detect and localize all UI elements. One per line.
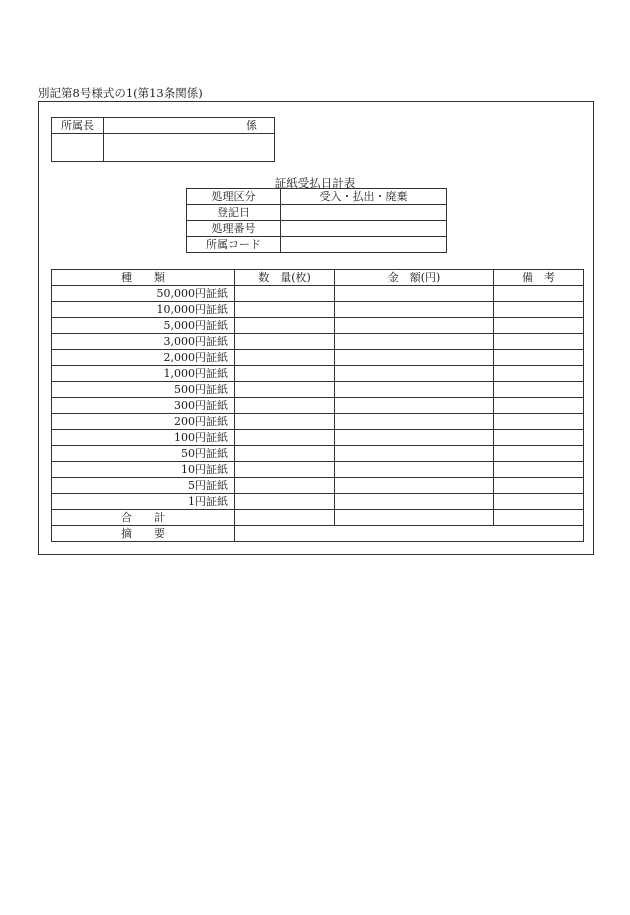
form-caption: 別記第8号様式の1(第13条関係) <box>38 86 203 100</box>
row-amount-cell[interactable] <box>335 350 494 366</box>
ledger-row <box>52 414 584 430</box>
row-kind-label: 100円証紙 <box>52 430 235 446</box>
row-quantity-cell[interactable] <box>235 446 335 462</box>
total-remarks-cell[interactable] <box>494 510 584 526</box>
row-kind-label: 3,000円証紙 <box>52 334 235 350</box>
ledger-body <box>52 286 584 510</box>
header-remarks: 備 考 <box>494 270 584 286</box>
ledger-row <box>52 430 584 446</box>
row-kind-label: 300円証紙 <box>52 398 235 414</box>
row-amount-cell[interactable] <box>335 302 494 318</box>
row-quantity-cell[interactable] <box>235 478 335 494</box>
row-remarks-cell[interactable] <box>494 414 584 430</box>
form-title: 証紙受払日計表 <box>274 176 356 190</box>
row-remarks-cell[interactable] <box>494 398 584 414</box>
row-remarks-cell[interactable] <box>494 286 584 302</box>
row-kind-label: 50,000円証紙 <box>52 286 235 302</box>
total-amount-cell[interactable] <box>335 510 494 526</box>
total-label: 合 計 <box>52 510 235 526</box>
row-kind-label: 5,000円証紙 <box>52 318 235 334</box>
row-amount-cell[interactable] <box>335 430 494 446</box>
row-kind-label: 500円証紙 <box>52 382 235 398</box>
header-amount: 金 額(円) <box>335 270 494 286</box>
ledger-row <box>52 398 584 414</box>
info-value-processing-type[interactable]: 受入・払出・廃棄 <box>281 189 447 205</box>
ledger-row <box>52 478 584 494</box>
ledger-row <box>52 334 584 350</box>
row-quantity-cell[interactable] <box>235 350 335 366</box>
ledger-row <box>52 382 584 398</box>
row-amount-cell[interactable] <box>335 286 494 302</box>
header-quantity: 数 量(枚) <box>235 270 335 286</box>
info-row <box>187 221 447 237</box>
row-remarks-cell[interactable] <box>494 494 584 510</box>
row-remarks-cell[interactable] <box>494 462 584 478</box>
row-remarks-cell[interactable] <box>494 446 584 462</box>
total-row <box>52 510 584 526</box>
row-quantity-cell[interactable] <box>235 286 335 302</box>
info-row <box>187 189 447 205</box>
ledger-row <box>52 494 584 510</box>
ledger-row <box>52 350 584 366</box>
info-value-department-code[interactable] <box>281 237 447 253</box>
total-quantity-cell[interactable] <box>235 510 335 526</box>
info-value-registration-date[interactable] <box>281 205 447 221</box>
row-amount-cell[interactable] <box>335 318 494 334</box>
row-amount-cell[interactable] <box>335 478 494 494</box>
row-remarks-cell[interactable] <box>494 302 584 318</box>
row-amount-cell[interactable] <box>335 382 494 398</box>
row-amount-cell[interactable] <box>335 334 494 350</box>
row-kind-label: 200円証紙 <box>52 414 235 430</box>
stamp-ledger-table <box>51 269 584 542</box>
row-quantity-cell[interactable] <box>235 414 335 430</box>
ledger-row <box>52 318 584 334</box>
row-amount-cell[interactable] <box>335 494 494 510</box>
row-quantity-cell[interactable] <box>235 462 335 478</box>
approval-header-staff: 係 <box>104 118 275 134</box>
row-kind-label: 10円証紙 <box>52 462 235 478</box>
row-remarks-cell[interactable] <box>494 382 584 398</box>
approval-stamp-staff[interactable] <box>104 134 275 162</box>
info-label: 所属コード <box>187 237 281 253</box>
row-amount-cell[interactable] <box>335 462 494 478</box>
header-kind: 種 類 <box>52 270 235 286</box>
info-label: 登記日 <box>187 205 281 221</box>
approval-header-manager: 所属長 <box>52 118 104 134</box>
info-row <box>187 205 447 221</box>
ledger-row <box>52 462 584 478</box>
row-remarks-cell[interactable] <box>494 478 584 494</box>
info-row <box>187 237 447 253</box>
row-kind-label: 2,000円証紙 <box>52 350 235 366</box>
row-amount-cell[interactable] <box>335 366 494 382</box>
row-amount-cell[interactable] <box>335 446 494 462</box>
row-kind-label: 1,000円証紙 <box>52 366 235 382</box>
ledger-row <box>52 366 584 382</box>
row-quantity-cell[interactable] <box>235 318 335 334</box>
ledger-header-row <box>52 270 584 286</box>
row-amount-cell[interactable] <box>335 398 494 414</box>
processing-info-table <box>186 188 447 253</box>
row-kind-label: 50円証紙 <box>52 446 235 462</box>
ledger-row <box>52 446 584 462</box>
row-remarks-cell[interactable] <box>494 350 584 366</box>
row-remarks-cell[interactable] <box>494 366 584 382</box>
row-remarks-cell[interactable] <box>494 318 584 334</box>
row-quantity-cell[interactable] <box>235 398 335 414</box>
row-amount-cell[interactable] <box>335 414 494 430</box>
row-quantity-cell[interactable] <box>235 334 335 350</box>
row-quantity-cell[interactable] <box>235 430 335 446</box>
info-value-processing-number[interactable] <box>281 221 447 237</box>
row-remarks-cell[interactable] <box>494 334 584 350</box>
summary-cell[interactable] <box>235 526 584 542</box>
summary-label: 摘 要 <box>52 526 235 542</box>
info-label: 処理区分 <box>187 189 281 205</box>
row-kind-label: 1円証紙 <box>52 494 235 510</box>
approval-stamp-manager[interactable] <box>52 134 104 162</box>
ledger-row <box>52 286 584 302</box>
approval-box <box>51 117 275 162</box>
ledger-row <box>52 302 584 318</box>
row-quantity-cell[interactable] <box>235 366 335 382</box>
row-kind-label: 5円証紙 <box>52 478 235 494</box>
summary-row <box>52 526 584 542</box>
row-quantity-cell[interactable] <box>235 302 335 318</box>
row-quantity-cell[interactable] <box>235 494 335 510</box>
row-remarks-cell[interactable] <box>494 430 584 446</box>
row-kind-label: 10,000円証紙 <box>52 302 235 318</box>
row-quantity-cell[interactable] <box>235 382 335 398</box>
info-label: 処理番号 <box>187 221 281 237</box>
